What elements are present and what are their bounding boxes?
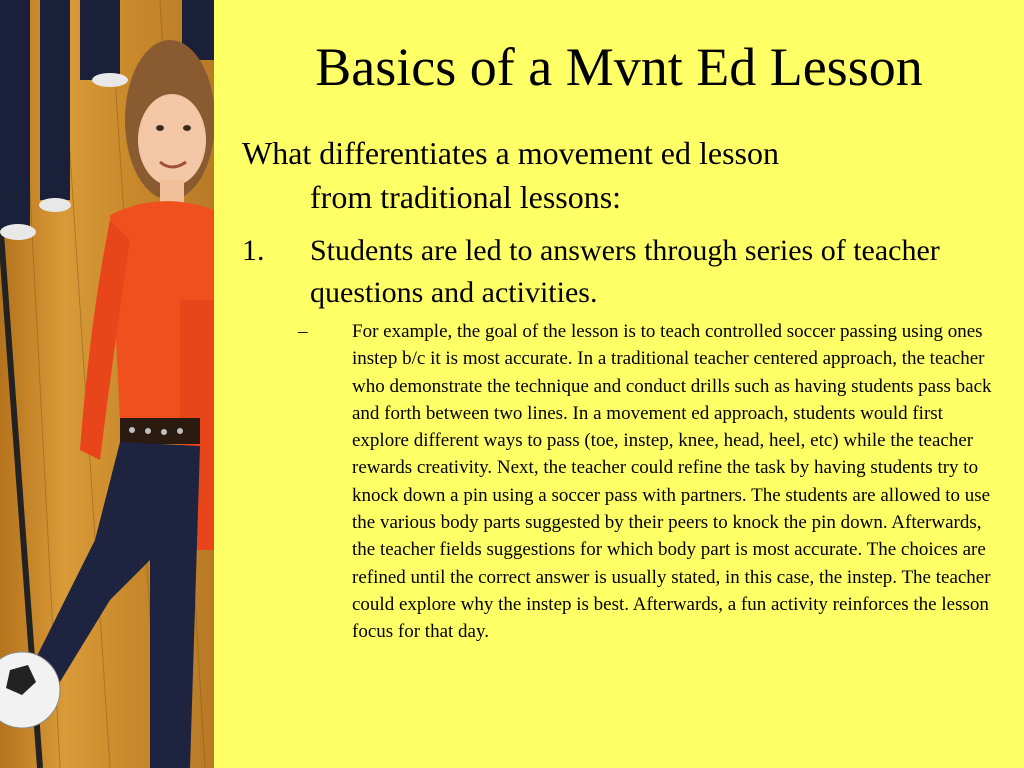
slide-content	[214, 0, 1024, 768]
numbered-point	[242, 230, 1012, 314]
point-text: Students are led to answers through series of teacher questions and activities.	[310, 234, 940, 309]
sub-point-bullet: –	[298, 321, 308, 342]
slide-title: Basics of a Mvnt Ed Lesson	[315, 37, 923, 97]
intro-paragraph	[242, 131, 1012, 219]
sub-point-text: For example, the goal of the lesson is to teach controlled soccer passing using ones instep b/c it is most accurate. In a traditional teacher centered approach, the teacher who demonstrate the technique and conduct drills such as having students pass back and forth between two lines. In a movement ed approach, students would first explore different ways to pass (toe, instep, knee, head, heel, etc) while the teacher rewards creativity. Next, the teacher could refine the task by having students try to knock down a pin using a soccer pass with partners. The students are allowed to use the various body parts suggested by their peers to knock the pin down. Afterwards, the teacher fields suggestions for which body part is most accurate. The choices are refined until the correct answer is usually stated, in this case, the instep. The teacher could explore why the instep is best. Afterwards, a fun activity reinforces the lesson focus for that day.	[352, 321, 992, 643]
intro-line-1: What differentiates a movement ed lesson	[242, 135, 779, 171]
point-number: 1.	[242, 234, 265, 267]
intro-line-2: from traditional lessons:	[310, 179, 622, 215]
sub-point	[298, 318, 998, 646]
girl-in-gym-photo	[0, 0, 214, 768]
